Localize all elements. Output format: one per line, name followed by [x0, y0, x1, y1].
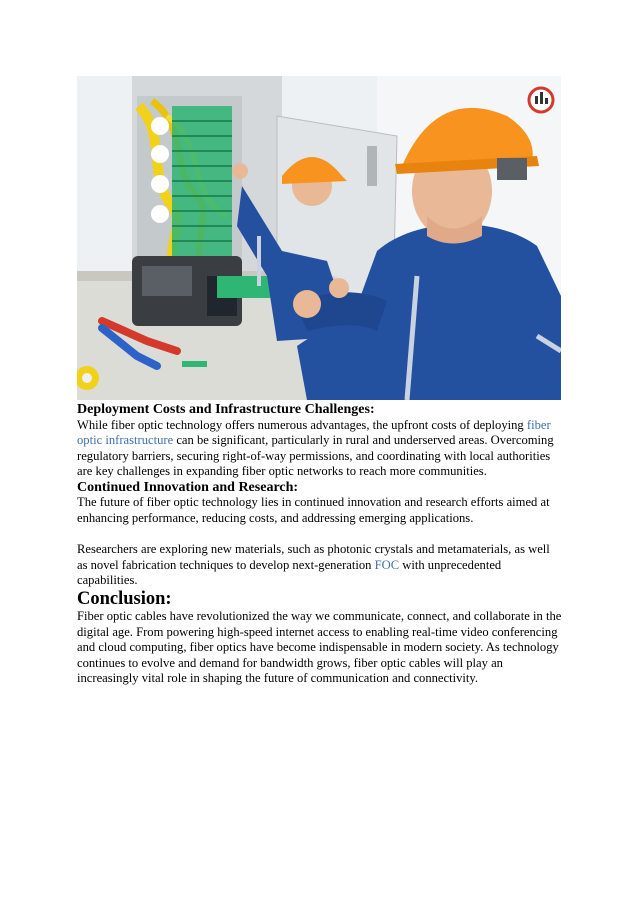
foc-link[interactable]: FOC — [374, 557, 400, 572]
innovation-paragraph-1: The future of fiber optic technology lies in continued innovation and research efforts aimed at enhancing performance, reducing costs, and addressing emerging applications. — [77, 495, 550, 525]
chart-logo-icon — [529, 88, 553, 112]
technicians-photo — [77, 76, 561, 400]
deployment-text-a: While fiber optic technology offers numerous advantages, the upfront costs of deploying — [77, 417, 527, 432]
innovation-text-b: with unprecedented capabilities. — [77, 557, 502, 588]
deployment-paragraph — [77, 418, 563, 480]
innovation-paragraph-2 — [77, 542, 563, 589]
innovation-text-a: Researchers are exploring new materials, such as photonic crystals and metamaterials, as well as novel fabrication techniques to develop next-generation — [77, 542, 550, 572]
paragraph-gap — [77, 527, 563, 543]
deployment-text-b: can be significant, particularly in rural and underserved areas. Overcoming regulatory barriers, securing right-of-way permissions, and coordinating with local authorities are key challenges in expanding fiber optic networks to reach more communities. — [77, 433, 554, 479]
fiber-infrastructure-link[interactable]: fiber optic infrastructure — [77, 417, 551, 448]
conclusion-heading: Conclusion: — [77, 588, 172, 609]
conclusion-paragraph: Fiber optic cables have revolutionized the way we communicate, connect, and collaborate in the digital age. From powering high-speed internet access to enabling real-time video conferencing and cloud computing, fiber optics have become indispensable in modern society. As technology continues to evolve and demand for bandwidth grows, fiber optic cables will play an increasingly vital role in shaping the future of communication and connectivity. — [77, 608, 562, 686]
article-body — [77, 402, 563, 687]
deployment-heading: Deployment Costs and Infrastructure Challenges: — [77, 402, 375, 417]
innovation-heading: Continued Innovation and Research: — [77, 479, 299, 495]
technicians-illustration — [77, 76, 561, 400]
